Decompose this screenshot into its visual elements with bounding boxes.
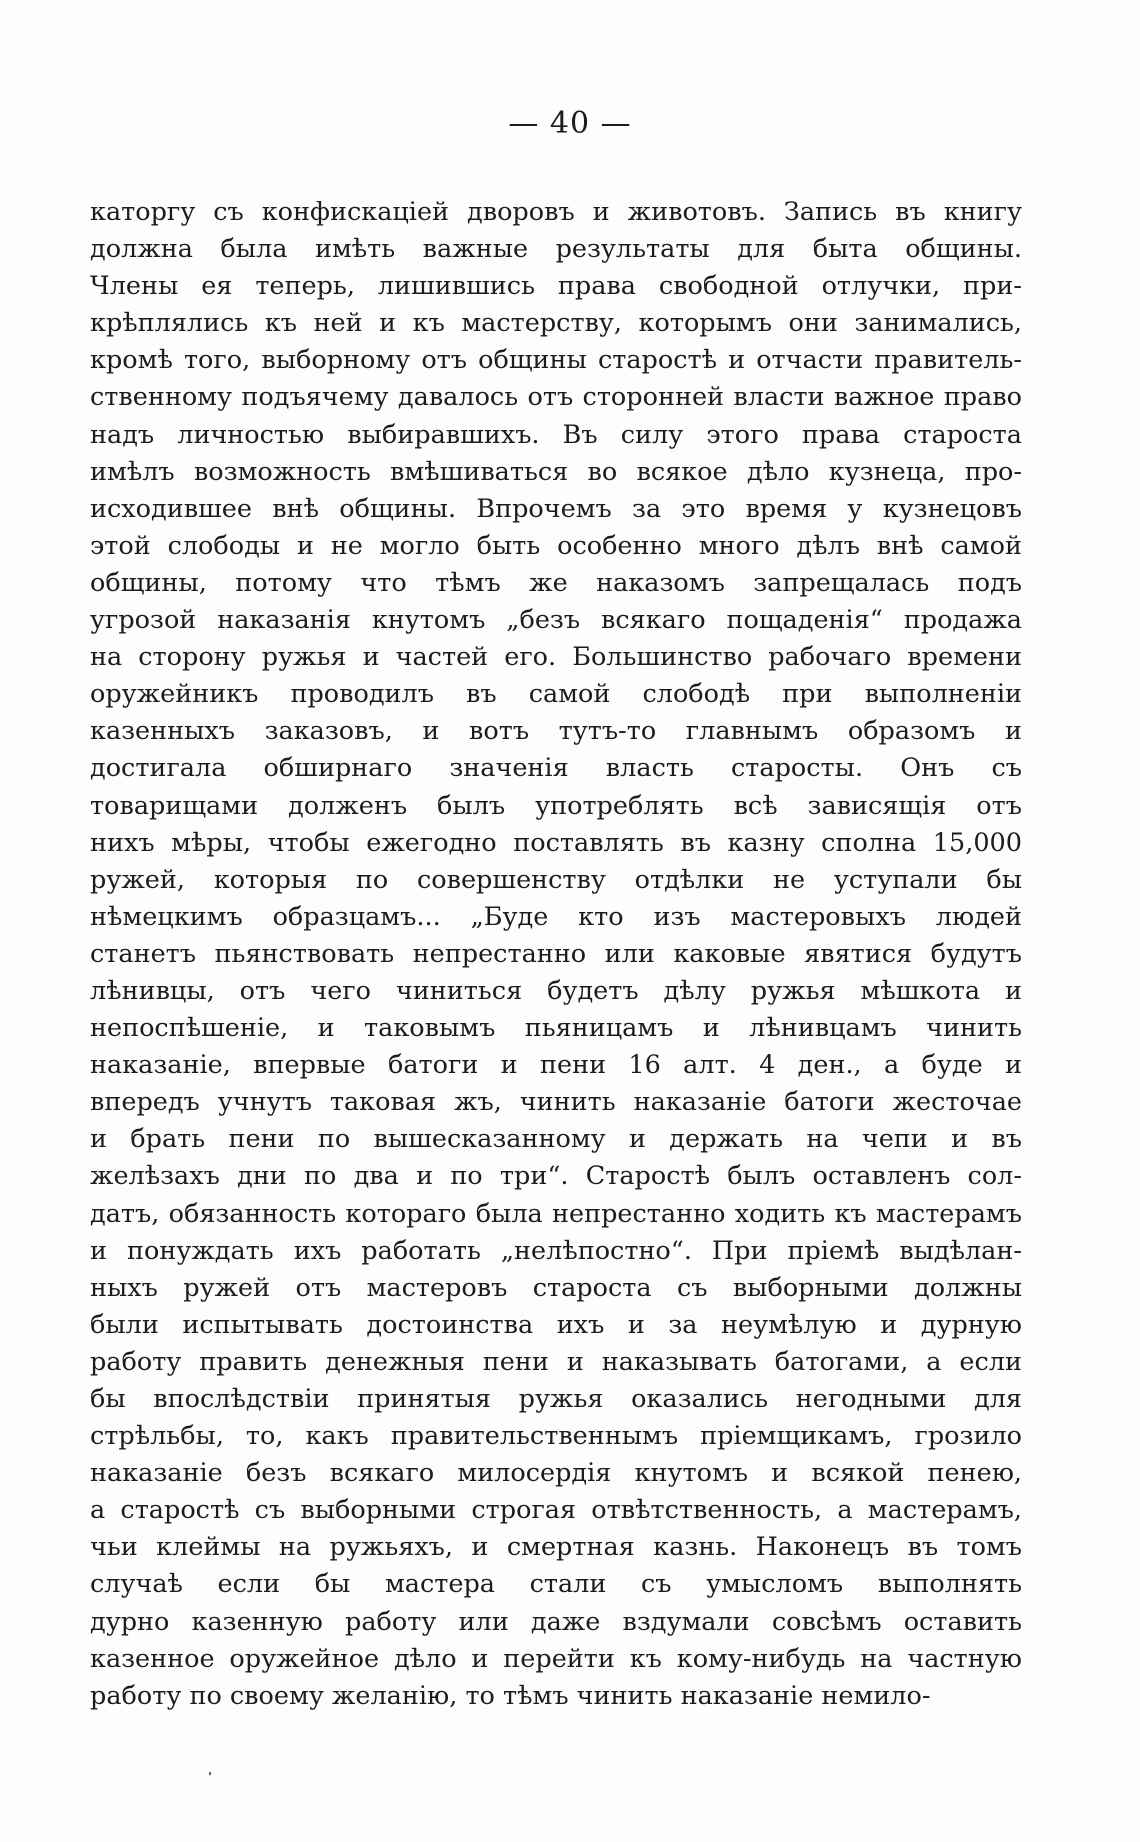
text-line: лѣнивцы, отъ чего чиниться будетъ дѣлу ружья мѣшкота и (90, 975, 1022, 1006)
text-line: товарищами долженъ былъ употреблять всѣ зависящія отъ (90, 790, 1022, 821)
text-line: желѣзахъ дни по два и по три“. Старостѣ былъ оставленъ сол- (90, 1161, 1022, 1192)
text-line: непоспѣшеніе, и таковымъ пьяницамъ и лѣнивцамъ чинить (90, 1013, 1022, 1044)
text-line: работу по своему желанію, то тѣмъ чинить наказаніе немило- (90, 1680, 931, 1711)
text-line: должна была имѣть важные результаты для быта общины. (90, 234, 1022, 265)
text-line: Члены ея теперь, лишившись права свободной отлучки, при- (90, 271, 1022, 302)
text-line: ственному подъячему давалось отъ сторонней власти важное право (90, 382, 1022, 413)
text-line: наказаніе безъ всякаго милосердія кнутомъ и всякой пенею, (90, 1458, 1022, 1489)
body-text (90, 194, 1022, 1715)
text-line: а старостѣ съ выборными строгая отвѣтственность, а мастерамъ, (90, 1495, 1022, 1526)
text-line: кромѣ того, выборному отъ общины старостѣ и отчасти правитель- (90, 345, 1022, 376)
text-line: наказаніе, впервые батоги и пени 16 алт. 4 ден., а буде и (90, 1050, 1022, 1081)
text-line: и понуждать ихъ работать „нелѣпостно“. При пріемѣ выдѣлан- (90, 1235, 1022, 1266)
text-line: стрѣльбы, то, какъ правительственнымъ пріемщикамъ, грозило (90, 1421, 1022, 1452)
text-line: станетъ пьянствовать непрестанно или каковые явятися будутъ (90, 938, 1022, 969)
text-line: оружейникъ проводилъ въ самой слободѣ при выполненіи (90, 679, 1022, 710)
text-line: достигала обширнаго значенія власть старосты. Онъ съ (90, 753, 1022, 784)
text-line: ныхъ ружей отъ мастеровъ староста съ выборными должны (90, 1272, 1022, 1303)
text-line: случаѣ если бы мастера стали съ умысломъ выполнять (90, 1569, 1022, 1600)
text-line: общины, потому что тѣмъ же наказомъ запрещалась подъ (90, 567, 1022, 598)
text-line: были испытывать достоинства ихъ и за неумѣлую и дурную (90, 1309, 1022, 1340)
text-line: крѣплялись къ ней и къ мастерству, которымъ они занимались, (90, 308, 1022, 339)
ink-speck (209, 1772, 211, 1775)
text-line: дурно казенную работу или даже вздумали совсѣмъ оставить (90, 1606, 1022, 1637)
text-line: бы впослѣдствіи принятыя ружья оказались негодными для (90, 1384, 1022, 1414)
text-line: нѣмецкимъ образцамъ... „Буде кто изъ мастеровыхъ людей (90, 901, 1022, 932)
text-line: работу править денежныя пени и наказывать батогами, а если (90, 1346, 1022, 1377)
text-line: этой слободы и не могло быть особенно много дѣлъ внѣ самой (90, 530, 1022, 561)
text-line: и брать пени по вышесказанному и держать на чепи и въ (90, 1124, 1022, 1155)
text-line: угрозой наказанія кнутомъ „безъ всякаго пощаденія“ продажа (90, 605, 1022, 636)
text-line: датъ, обязанность котораго была непрестанно ходить къ мастерамъ (90, 1198, 1022, 1229)
text-line: на сторону ружья и частей его. Большинство рабочаго времени (90, 642, 1022, 673)
text-line: казенное оружейное дѣло и перейти къ кому-нибудь на частную (90, 1643, 1022, 1674)
text-line: ружей, которыя по совершенству отдѣлки не уступали бы (90, 864, 1022, 895)
page-number: — 40 — (508, 106, 632, 141)
text-line: надъ личностью выбиравшихъ. Въ силу этого права староста (90, 419, 1022, 450)
text-line: чьи клеймы на ружьяхъ, и смертная казнь. Наконецъ въ томъ (90, 1532, 1022, 1563)
text-line: исходившее внѣ общины. Впрочемъ за это время у кузнецовъ (90, 493, 1022, 524)
text-line: казенныхъ заказовъ, и вотъ тутъ-то главнымъ образомъ и (90, 716, 1022, 747)
text-line: впередъ учнутъ таковая жъ, чинить наказаніе батоги жесточае (90, 1087, 1022, 1118)
text-line: имѣлъ возможность вмѣшиваться во всякое дѣло кузнеца, про- (90, 456, 1022, 487)
text-line: нихъ мѣры, чтобы ежегодно поставлять въ казну сполна 15,000 (90, 827, 1022, 858)
text-line: каторгу съ конфискаціей дворовъ и животовъ. Запись въ книгу (90, 197, 1022, 227)
